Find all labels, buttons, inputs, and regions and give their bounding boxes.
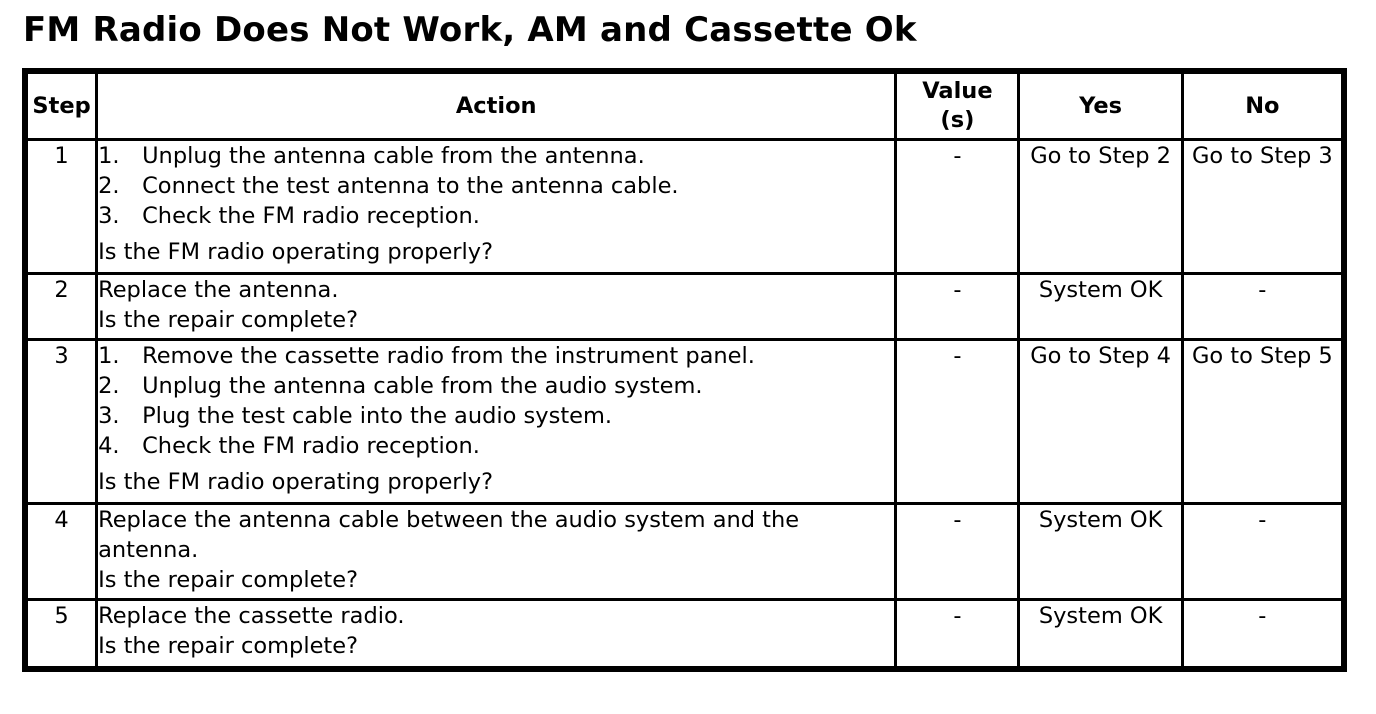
action-cell — [98, 275, 894, 338]
header-value-line1: Value — [922, 78, 993, 104]
action-cell — [98, 601, 894, 666]
step-index: 3. — [98, 403, 120, 429]
step-number: 4 — [28, 505, 95, 598]
action-question: Is the repair complete? — [98, 633, 359, 659]
value-cell: - — [897, 275, 1017, 338]
action-step — [98, 431, 894, 461]
step-index: 2. — [98, 173, 120, 199]
no-cell: Go to Step 3 — [1184, 141, 1341, 272]
step-index: 4. — [98, 433, 120, 459]
header-step: Step — [28, 74, 95, 138]
yes-cell: Go to Step 2 — [1020, 141, 1180, 272]
step-index: 3. — [98, 203, 120, 229]
value-cell: - — [897, 601, 1017, 666]
action-step — [98, 371, 894, 401]
header-action: Action — [98, 74, 894, 138]
action-question: Is the FM radio operating properly? — [98, 239, 494, 265]
page-title: FM Radio Does Not Work, AM and Cassette Ok — [23, 10, 917, 50]
table-row — [28, 275, 1341, 338]
action-text: Replace the antenna. — [98, 277, 339, 303]
action-text: Replace the cassette radio. — [98, 603, 405, 629]
action-text: Replace the antenna cable between the audio system and the antenna. — [98, 507, 800, 563]
header-no: No — [1184, 74, 1341, 138]
action-question: Is the FM radio operating properly? — [98, 469, 494, 495]
action-question: Is the repair complete? — [98, 567, 359, 593]
header-value — [897, 74, 1017, 138]
header-row — [28, 74, 1341, 138]
step-text: Connect the test antenna to the antenna cable. — [142, 173, 679, 199]
value-cell: - — [897, 505, 1017, 598]
step-text: Unplug the antenna cable from the audio system. — [142, 373, 703, 399]
table-row — [28, 341, 1341, 502]
step-index: 1. — [98, 343, 120, 369]
table-row — [28, 141, 1341, 272]
no-cell: Go to Step 5 — [1184, 341, 1341, 502]
step-text: Unplug the antenna cable from the antenna. — [142, 143, 645, 169]
table-row — [28, 601, 1341, 666]
step-index: 2. — [98, 373, 120, 399]
step-number: 5 — [28, 601, 95, 666]
step-text: Check the FM radio reception. — [142, 433, 480, 459]
value-cell: - — [897, 341, 1017, 502]
action-step — [98, 171, 894, 201]
step-text: Remove the cassette radio from the instrument panel. — [142, 343, 755, 369]
header-value-line2: (s) — [940, 107, 975, 133]
action-cell — [98, 341, 894, 502]
value-cell: - — [897, 141, 1017, 272]
step-index: 1. — [98, 143, 120, 169]
diagnostic-table — [22, 68, 1347, 672]
yes-cell: System OK — [1020, 505, 1180, 598]
step-number: 3 — [28, 341, 95, 502]
no-cell: - — [1184, 505, 1341, 598]
action-question: Is the repair complete? — [98, 307, 359, 333]
yes-cell: System OK — [1020, 275, 1180, 338]
action-cell — [98, 505, 894, 598]
header-yes: Yes — [1020, 74, 1180, 138]
action-steps — [98, 341, 894, 461]
no-cell: - — [1184, 601, 1341, 666]
action-step — [98, 341, 894, 371]
action-steps — [98, 141, 894, 231]
yes-cell: Go to Step 4 — [1020, 341, 1180, 502]
step-text: Plug the test cable into the audio system. — [142, 403, 613, 429]
step-number: 1 — [28, 141, 95, 272]
step-number: 2 — [28, 275, 95, 338]
yes-cell: System OK — [1020, 601, 1180, 666]
action-step — [98, 401, 894, 431]
action-step — [98, 141, 894, 171]
step-text: Check the FM radio reception. — [142, 203, 480, 229]
action-step — [98, 201, 894, 231]
table-row — [28, 505, 1341, 598]
action-cell — [98, 141, 894, 272]
no-cell: - — [1184, 275, 1341, 338]
